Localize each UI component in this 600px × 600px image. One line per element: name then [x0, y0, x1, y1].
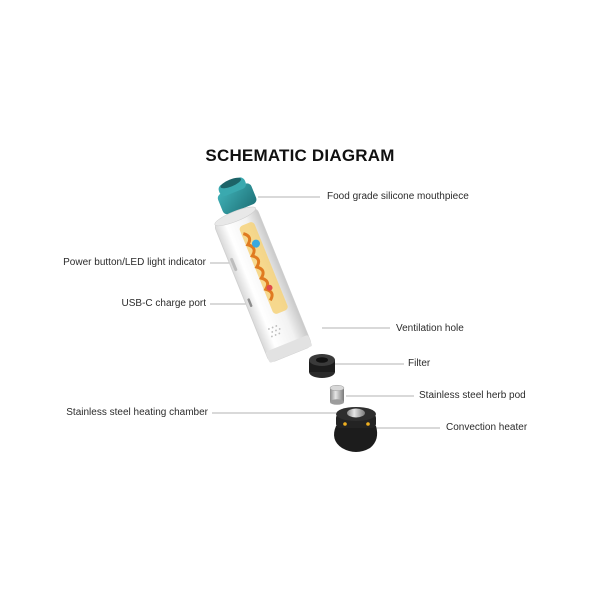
main-body-part [212, 203, 312, 363]
label-usb-port: USB-C charge port [121, 298, 206, 309]
label-power-button: Power button/LED light indicator [63, 257, 206, 268]
heater-screw-right [366, 422, 370, 426]
label-herb-pod: Stainless steel herb pod [419, 390, 526, 401]
label-heating-chamber: Stainless steel heating chamber [66, 407, 208, 418]
filter-part [309, 354, 335, 378]
label-mouthpiece: Food grade silicone mouthpiece [327, 191, 469, 202]
label-filter: Filter [408, 358, 431, 369]
diagram-title: SCHEMATIC DIAGRAM [205, 146, 395, 165]
herb-pod-part [330, 385, 344, 405]
label-heater: Convection heater [446, 422, 528, 433]
heater-part [334, 407, 377, 452]
heater-screw-left [343, 422, 347, 426]
label-ventilation: Ventilation hole [396, 323, 464, 334]
